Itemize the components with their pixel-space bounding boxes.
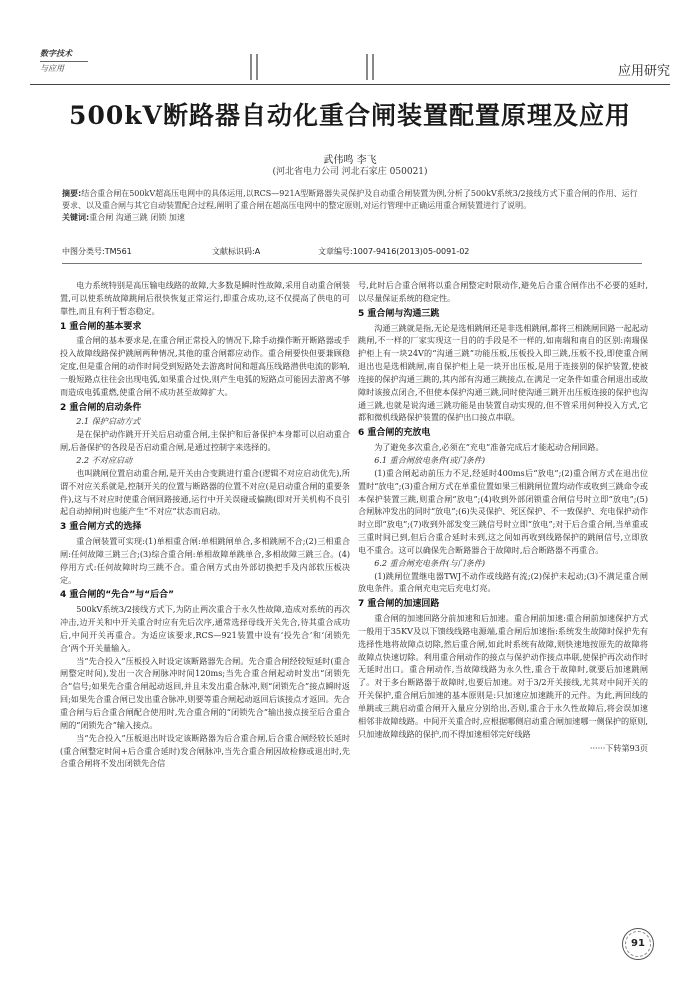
article-authors: 武伟鸣 李飞 [323, 155, 377, 166]
section-3-heading: 3 重合闸方式的选择 [60, 522, 142, 533]
keywords-text: 重合闸 沟通三跳 闭锁 加速 [89, 213, 185, 222]
article-title: 500kV断路器自动化重合闸装置配置原理及应用 [69, 101, 631, 130]
section-3-text: 重合闸装置可实现:(1)单相重合闸:单相跳闸单合,多相跳闸不合;(2)三相重合闸:任何故障三跳三合;(3)综合重合闸:单相故障单跳单合,多相故障三跳三合。(4)停用方式:任何故障时均三跳不合。重合闸方式由外部切换把手及内部软压板决定。 [60, 536, 350, 585]
document-code: 文献标识码:A [212, 247, 261, 256]
section-1-text: 重合闸的基本要求是,在重合闸正常投入的情况下,除手动操作断开断路器或手投入故障线路保护跳闸两种情况,其他的重合闸都应动作。重合闸要快但要兼顾稳定度,但是重合闸的动作时间受到短路处去游离时间和超高压线路潜供电流的影响,一般短路点往往会出现电弧,如果重合过快,则产生电弧的短路点可能因去游离不够而造成电弧重燃,使重合闸不成功甚至故障扩大。 [60, 335, 350, 397]
journal-name-line2: 与应用 [40, 61, 88, 75]
abstract-text: 结合重合闸在500kV超高压电网中的具体运用,以RCS—921A型断路器失灵保护及自动重合闸装置为例,分析了500kV系统3/2接线方式下重合闸的作用、运行要求、以及重合闸与其它自动装置配合过程,阐明了重合闸在超高压电网中的整定原则,对运行管理中正确运用重合闸装置进行了说明。 [62, 189, 638, 210]
section-5-text: 沟通三跳就是指,无论是选相跳闸还是非选相跳闸,都将三相跳闸回路一起起动跳闸,不一样的厂家实现这一目的的手段是不一样的,如南瑞和南自的区别:南瑞保护柜上有一块24V的“沟通三跳”功能压板,压板投入即三跳,压板不投,即使重合闸退出也是选相跳闸,南自保护柜上是一块开出压板,是用于连接别的保护装置,使被连接的保护沟通三跳的,其内部有沟通三跳接点,在满足一定条件如重合闸退出或故障时该接点闭合,不但使本保护沟通三跳,同时使沟通三跳开出压板连接的保护也沟通三跳,也就是说沟通三跳功能是由装置自动实现的,但不管采用何种投入方式,它都和微机线路保护装置的保护出口接点串联。 [358, 322, 648, 423]
journal-logo [40, 48, 110, 78]
keywords-label: 关键词: [62, 213, 90, 222]
journal-name-line1: 数字技术 [40, 49, 72, 58]
intro-paragraph: 电力系统特别是高压输电线路的故障,大多数是瞬时性故障,采用自动重合闸装置,可以使系统故障跳闸后很快恢复正常运行,即重合成功,这不仅提高了供电的可靠性,而且有利于暂态稳定。 [60, 280, 350, 316]
subsection-2-1-heading: 2.1 保护启动方式 [76, 416, 141, 427]
subsection-6-2-text: (1)跳闸位置继电器TWJ不动作或线路有流;(2)保护未起动;(3)不满足重合闸放电条件。重合闸充电完后充电灯亮。 [358, 570, 648, 594]
section-6-text: 为了避免多次重合,必须在“充电”准备完成后才能起动合闸回路。 [374, 442, 604, 453]
continued-note: ······下转第93页 [589, 742, 648, 753]
section-7-text: 重合闸的加速回路分前加速和后加速。重合闸前加速:重合闸前加速保护方式一般用于35KV及以下馈线线路电源端,重合闸后加速指:系统发生故障时保护先有选择性地将故障点切除,然后重合闸,如此时系统有故障,则快速地按原先的故障将故障点快速切除。利用重合闸动作的接点与保护动作接点串联,使保护再次动作时无延时出口。重合闸动作,当故障线路为永久性,重合于故障时,就要后加速跳闸了。对于多台断路器于故障时,也要后加速。对于3/2开关接线,尤其对中间开关的开关保护,重合闸后加速的基本原则是:只加速应加速跳开的元件。为此,两回线的单跳或三跳启动重合闸开入量应分别给出,否则,重合于永久性故障后,将会误加速相邻非故障线路。中间开关重合时,应根据哪侧启动重合闸加速哪一侧保护的原则,只加速故障线路的保护,而不得加速相邻完好线路 [358, 613, 648, 739]
section-4-text-2: 当“先合投入”压板投入时设定该断路器先合闸。先合重合闸经较短延时(重合闸整定时间),发出一次合闸脉冲时间120ms;当先合重合闸起动时发出“闭锁先合”信号;如果先合重合闸起动返回,并且未发出重合脉冲,则“闭锁先合”接点瞬时返回;如果先合重合闸已发出重合脉冲,则要等重合闸起动返回后该接点才返回。先合重合闸与后合重合闸配合使用时,先合重合闸的“闭锁先合”输出接点接至后合重合闸的“闭锁先合”输入接点。 [60, 655, 350, 730]
subsection-6-2-heading: 6.2 重合闸充电条件(与门条件) [374, 557, 485, 568]
clc-number: 中图分类号:TM561 [62, 247, 132, 256]
page-number: 91 [631, 938, 645, 949]
section-5-heading: 5 重合闸与沟通三跳 [358, 308, 440, 319]
right-column [358, 279, 648, 754]
continued-paragraph: 号,此时后合重合闸将以重合闸整定时限动作,避免后合重合闸作出不必要的延时,以尽量保证系统的稳定性。 [358, 280, 648, 303]
section-label: 应用研究 [617, 64, 670, 79]
page-number-badge [622, 928, 654, 960]
article-number: 文章编号:1007-9416(2013)05-0091-02 [318, 247, 470, 256]
abstract-label: 摘要: [62, 189, 82, 198]
section-2-heading: 2 重合闸的启动条件 [60, 402, 142, 413]
page-header [30, 40, 670, 84]
abstract-block [62, 188, 642, 224]
section-6-heading: 6 重合闸的充放电 [358, 428, 431, 439]
section-4-text-1: 500kV系统3/2接线方式下,为防止两次重合于永久性故障,造成对系统的再次冲击,边开关和中开关重合时应有先后次序,通常选择母线开关先合,待其重合成功后,中间开关再重合。为适应该要求,RCS—921装置中设有‘投先合’和‘闭锁先合’两个开关量输入。 [60, 604, 350, 653]
subsection-2-2-text: 也叫跳闸位置启动重合闸,是开关由合变跳进行重合(逻辑不对应启动优先),所谓不对应关系就是,控制开关的位置与断路器的位置不对应(是启动重合闸的重要条件),这与不对应时使重合闸回路接通,运行中开关误碰或偏跳(即对开关机构不良引起自动掉闸)时也能产生“不对应”状态而启动。 [60, 467, 350, 517]
subsection-6-1-text: (1)重合闸起动前压力不足,经延时400ms后“放电”;(2)重合闸方式在退出位置时“放电”;(3)重合闸方式在单重位置如果三相跳闸位置均动作或收到三跳命令或本保护装置三跳,则重合闸“放电”;(4)收到外部闭锁重合闸信号时立即“放电”;(5)合闸脉冲发出的同时“放电”;(6)失灵保护、死区保护、不一致保护、充电保护动作时立即“放电”;(7)收到外部发变三跳信号时立即“放电”;对于后合重合闸,当单重或三重时间已到,但后合重合延时未到,这之间如再收到线路保护的跳闸信号,立即放电不重合。这可以确保先合断路器合于故障时,后合断路器不再重合。 [358, 467, 648, 555]
left-column [60, 279, 350, 770]
header-decoration [250, 54, 400, 80]
section-4-text-3: 当“先合投入”压板退出时设定该断路器为后合重合闸,后合重合闸经较长延时(重合闸整定时间+后合重合延时)发合闸脉冲,当先合重合闸因故检修或退出时,先合重合闸将不发出闭锁先合信 [60, 732, 350, 769]
meta-rule [62, 263, 642, 264]
section-4-heading: 4 重合闸的“先合”与“后合” [60, 590, 175, 601]
article-affiliation: (河北省电力公司 河北石家庄 050021) [272, 167, 428, 177]
section-1-heading: 1 重合闸的基本要求 [60, 321, 142, 332]
subsection-6-1-heading: 6.1 重合闸放电条件(或门条件) [374, 454, 485, 465]
subsection-2-1-text: 是在保护动作跳开开关后启动重合闸,主保护和后备保护本身都可以启动重合闸,后备保护的各段是否启动重合闸,是通过控制字来选择的。 [60, 429, 350, 453]
subsection-2-2-heading: 2.2 不对应启动 [76, 454, 133, 465]
section-7-heading: 7 重合闸的加速回路 [358, 599, 440, 610]
header-rule [30, 84, 670, 85]
